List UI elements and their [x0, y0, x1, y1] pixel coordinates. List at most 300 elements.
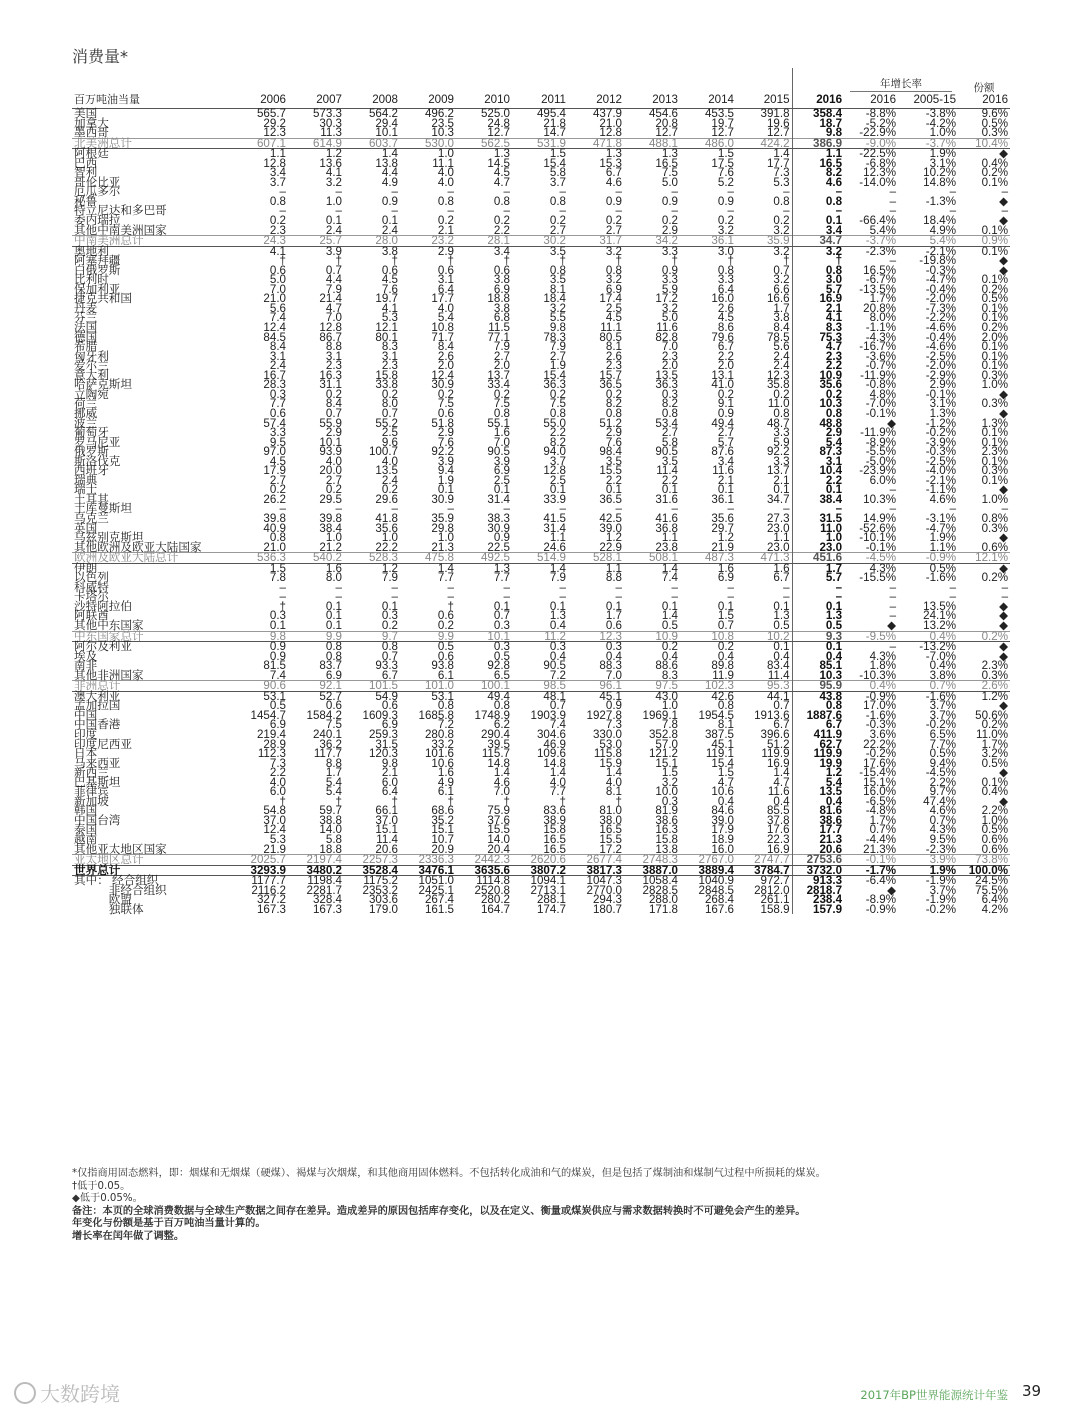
- value-cell: 0.1: [792, 216, 844, 226]
- value-cell: 6.1: [437, 668, 454, 682]
- row-label: 保加利亚: [74, 282, 121, 296]
- value-cell: 37.6: [487, 813, 510, 827]
- value-cell: 14.0: [487, 833, 510, 847]
- value-cell: 2747.7: [736, 855, 792, 866]
- value-cell: 28.1: [456, 236, 512, 247]
- value-cell: 90.6: [232, 681, 288, 692]
- value-cell: 1047.3: [586, 874, 622, 888]
- value-cell: 3.5: [661, 454, 678, 468]
- row-label: 美国: [74, 107, 98, 120]
- growth-2005-15-header: 2005-15: [898, 94, 958, 109]
- value-cell: 2.1: [717, 473, 734, 487]
- value-cell: 0.2: [605, 387, 622, 401]
- share-cell: 73.8%: [958, 855, 1010, 866]
- growth-cell: -1.2%: [925, 416, 957, 430]
- value-cell: 20.4: [487, 842, 510, 856]
- value-cell: 267.4: [424, 893, 454, 907]
- value-cell: 0.5: [437, 640, 454, 654]
- value-cell: 17.2: [599, 842, 622, 856]
- value-cell: 20.6: [375, 842, 398, 856]
- value-cell: –: [391, 185, 398, 199]
- value-cell: 8.8: [325, 756, 342, 770]
- value-cell: 22.5: [487, 540, 510, 554]
- value-cell: 4.9: [381, 175, 398, 189]
- value-cell: 3.1: [792, 457, 844, 467]
- value-cell: 161.5: [424, 902, 454, 916]
- value-cell: 0.7: [381, 649, 398, 663]
- growth-cell: -0.1%: [925, 387, 957, 401]
- share-cell: 0.3%: [981, 464, 1009, 478]
- value-cell: 3.8: [493, 273, 510, 287]
- value-cell: 3.1: [325, 349, 342, 363]
- value-cell: 109.6: [536, 747, 566, 761]
- value-cell: 29.2: [263, 116, 286, 130]
- share-cell: 0.6%: [981, 833, 1009, 847]
- value-cell: 18.9: [711, 833, 734, 847]
- value-cell: 21.9: [711, 540, 734, 554]
- value-cell: 8.4: [325, 397, 342, 411]
- value-cell: 41.5: [543, 511, 566, 525]
- value-cell: 1.3: [549, 609, 566, 623]
- share-cell: 1.0%: [981, 492, 1009, 506]
- share-cell: ◆: [999, 699, 1009, 713]
- value-cell: 453.5: [704, 107, 734, 120]
- value-cell: 0.1: [325, 599, 342, 613]
- value-cell: 0.4: [792, 652, 844, 662]
- value-cell: 2.3: [792, 352, 844, 362]
- value-cell: 24.3: [232, 236, 288, 247]
- growth-cell: 21.3%: [863, 842, 897, 856]
- value-cell: 2281.7: [306, 883, 342, 897]
- value-cell: 3889.4: [680, 865, 736, 876]
- value-cell: 352.8: [648, 728, 678, 741]
- table-row: [72, 573, 1010, 583]
- value-cell: 3.9: [493, 454, 510, 468]
- watermark-text: 大数跨境: [40, 1382, 120, 1406]
- value-cell: 0.8: [605, 406, 622, 420]
- growth-cell: -3.8%: [925, 107, 957, 120]
- value-cell: 17.9: [263, 464, 286, 478]
- value-cell: 0.1: [549, 599, 566, 613]
- share-cell: ◆: [999, 387, 1009, 401]
- share-cell: 1.2%: [981, 689, 1009, 703]
- value-cell: 12.3: [766, 368, 790, 382]
- growth-cell: -0.3%: [925, 263, 957, 277]
- value-cell: 4.5: [269, 454, 286, 468]
- value-cell: 0.6: [269, 263, 286, 277]
- value-cell: 21.3: [792, 835, 844, 845]
- consumption-table-container: [72, 68, 1010, 914]
- value-cell: 10.8: [431, 321, 454, 335]
- value-cell: –: [503, 185, 510, 199]
- value-cell: 5.3: [773, 175, 790, 189]
- growth-cell: 0.4%: [929, 659, 957, 673]
- value-cell: 3.9: [325, 244, 342, 258]
- value-cell: 0.1: [325, 618, 342, 632]
- growth-cell: -4.2%: [925, 116, 957, 130]
- growth-cell: –: [889, 194, 897, 208]
- value-cell: 7.4: [269, 668, 286, 682]
- value-cell: 5.9: [773, 435, 790, 449]
- value-cell: 1913.6: [754, 708, 790, 722]
- row-label: 韩国: [74, 804, 98, 818]
- value-cell: 2.1: [381, 766, 398, 780]
- value-cell: 0.7: [773, 699, 790, 713]
- value-cell: 3.5: [549, 273, 566, 287]
- value-cell: 2.7: [493, 349, 510, 363]
- growth-cell: 7.7%: [929, 737, 957, 751]
- value-cell: 33.9: [543, 492, 566, 506]
- value-cell: 0.5: [773, 618, 790, 632]
- growth-cell: -1.6%: [925, 689, 957, 703]
- value-cell: 2.3: [325, 359, 342, 373]
- growth-cell: -6.5%: [865, 794, 897, 808]
- table-row: [72, 476, 1010, 486]
- value-cell: 21.8: [543, 116, 566, 130]
- value-cell: 2.7: [269, 473, 286, 487]
- value-cell: 98.5: [512, 681, 568, 692]
- value-cell: 0.2: [437, 387, 454, 401]
- value-cell: 29.4: [375, 116, 398, 130]
- value-cell: 0.6: [381, 699, 398, 713]
- value-cell: 268.4: [704, 893, 734, 907]
- value-cell: 53.1: [431, 689, 454, 703]
- growth-cell: 5.4%: [869, 223, 897, 237]
- value-cell: 3.9: [437, 454, 454, 468]
- row-label: 以色列: [74, 571, 109, 585]
- value-cell: 2.1: [792, 304, 844, 314]
- value-cell: 9.3: [792, 631, 844, 642]
- growth-cell: 6.5%: [929, 728, 957, 741]
- value-cell: 23.0: [766, 540, 790, 554]
- value-cell: 3.1: [381, 349, 398, 363]
- value-cell: 4.0: [437, 166, 454, 180]
- value-cell: 10.4: [792, 466, 844, 476]
- growth-cell: -0.9%: [865, 902, 897, 916]
- value-cell: 35.9: [431, 511, 454, 525]
- value-cell: 12.4: [263, 823, 286, 837]
- share-cell: ◆: [999, 561, 1009, 575]
- value-cell: 0.1: [661, 599, 678, 613]
- row-label: 埃及: [74, 649, 98, 663]
- growth-cell: 0.7%: [898, 681, 958, 692]
- value-cell: 45.1: [599, 689, 622, 703]
- growth-cell: -4.8%: [865, 804, 897, 818]
- growth-cell: 0.5%: [929, 561, 957, 575]
- table-row: [72, 611, 1010, 621]
- share-cell: 0.3%: [981, 126, 1009, 140]
- row-label: 非经合组织: [74, 883, 167, 897]
- growth-cell: 3.1%: [929, 397, 957, 411]
- value-cell: 7.7: [269, 397, 286, 411]
- value-cell: 3.2: [661, 301, 678, 315]
- value-cell: 54.8: [263, 804, 286, 818]
- growth-cell: -9.5%: [844, 631, 898, 642]
- value-cell: 2.6: [437, 349, 454, 363]
- value-cell: 19.7: [711, 116, 734, 130]
- value-cell: 55.9: [319, 416, 342, 430]
- value-cell: 0.1: [605, 599, 622, 613]
- value-cell: 158.9: [760, 902, 790, 916]
- value-cell: 6.6: [773, 282, 790, 296]
- value-cell: 294.3: [592, 893, 622, 907]
- growth-2016-header: 2016: [844, 94, 898, 109]
- year-header-2007: 2007: [288, 94, 344, 109]
- growth-cell: 20.8%: [863, 301, 897, 315]
- value-cell: 972.7: [760, 874, 790, 888]
- value-cell: 8.1: [717, 718, 734, 732]
- value-cell: 7.6: [605, 435, 622, 449]
- value-cell: 2620.6: [512, 855, 568, 866]
- value-cell: 10.1: [375, 126, 398, 140]
- row-label: 其他中东国家: [74, 618, 144, 632]
- value-cell: 573.3: [312, 107, 342, 120]
- value-cell: 7.9: [381, 571, 398, 585]
- value-cell: †: [391, 794, 398, 808]
- growth-cell: -2.5%: [925, 454, 957, 468]
- value-cell: 53.0: [599, 737, 622, 751]
- value-cell: 5.7: [792, 573, 844, 583]
- growth-cell: -2.1%: [925, 244, 957, 258]
- value-cell: 1058.4: [642, 874, 678, 888]
- value-cell: 15.1: [655, 756, 678, 770]
- value-cell: 6.1: [437, 785, 454, 799]
- value-cell: 112.3: [257, 747, 286, 761]
- share-cell: 0.3%: [981, 397, 1009, 411]
- value-cell: 13.7: [487, 368, 510, 382]
- value-cell: 51.2: [599, 416, 622, 430]
- growth-cell: -8.8%: [865, 107, 897, 120]
- value-cell: 7.9: [549, 340, 566, 354]
- value-cell: 4.0: [437, 175, 454, 189]
- value-cell: 913.3: [792, 876, 844, 886]
- value-cell: 49.4: [487, 689, 510, 703]
- value-cell: 38.8: [319, 813, 342, 827]
- value-cell: 0.9: [381, 194, 398, 208]
- growth-cell: -1.9%: [925, 893, 957, 907]
- value-cell: 3.3: [661, 273, 678, 287]
- value-cell: 5.2: [717, 175, 734, 189]
- value-cell: 219.4: [256, 728, 286, 741]
- value-cell: 7.0: [605, 668, 622, 682]
- value-cell: 51.8: [431, 416, 454, 430]
- year-header-2008: 2008: [344, 94, 400, 109]
- growth-cell: -6.8%: [865, 156, 897, 170]
- value-cell: 2.9: [325, 426, 342, 440]
- value-cell: 1.6: [437, 766, 454, 780]
- value-cell: –: [503, 590, 510, 604]
- row-label: 中东国家总计: [72, 631, 232, 642]
- row-label: 中国香港: [74, 718, 121, 732]
- value-cell: 1887.6: [792, 711, 844, 721]
- value-cell: 11.0: [792, 524, 844, 534]
- share-cell: ◆: [999, 618, 1009, 632]
- row-label: 德国: [74, 330, 98, 344]
- value-cell: 33.8: [375, 378, 398, 392]
- value-cell: 396.6: [760, 728, 790, 741]
- value-cell: 93.9: [319, 445, 342, 459]
- value-cell: 167.3: [256, 902, 286, 916]
- value-cell: 2.5: [605, 301, 622, 315]
- value-cell: 0.8: [437, 194, 454, 208]
- share-cell: –: [1001, 502, 1009, 516]
- value-cell: 10.2: [736, 631, 792, 642]
- value-cell: 0.1: [437, 483, 454, 497]
- row-label: 瑞典: [74, 473, 98, 487]
- value-cell: 33.4: [487, 378, 510, 392]
- value-cell: 11.0: [767, 397, 790, 411]
- value-cell: 4.7: [773, 775, 790, 789]
- value-cell: 1114.8: [476, 874, 510, 888]
- growth-cell: -0.1%: [865, 540, 897, 554]
- share-cell: 75.5%: [975, 883, 1009, 897]
- row-label: 斯洛伐克: [74, 454, 121, 468]
- value-cell: 0.6: [325, 699, 342, 713]
- value-cell: 1.2: [717, 531, 734, 545]
- value-cell: 4.0: [549, 775, 566, 789]
- value-cell: 7.4: [549, 718, 566, 732]
- growth-cell: -2.0%: [925, 359, 957, 373]
- value-cell: 7.0: [661, 340, 678, 354]
- growth-cell: 9.5%: [929, 833, 957, 847]
- growth-cell: –: [889, 204, 897, 218]
- share-cell: 2.6%: [958, 681, 1010, 692]
- growth-cell: -1.6%: [925, 571, 957, 585]
- growth-cell: 14.8%: [923, 175, 957, 189]
- value-cell: 1.4: [381, 147, 398, 161]
- value-cell: 7.7: [493, 571, 510, 585]
- value-cell: 2.0: [437, 359, 454, 373]
- watermark-logo-icon: [14, 1382, 36, 1404]
- value-cell: 10.6: [431, 756, 454, 770]
- row-label: 新西兰: [74, 766, 109, 780]
- value-cell: 84.6: [711, 804, 734, 818]
- value-cell: –: [279, 204, 286, 218]
- value-cell: 11.2: [512, 631, 568, 642]
- value-cell: 7.0: [325, 311, 342, 325]
- value-cell: –: [671, 204, 678, 218]
- value-cell: 17.5: [711, 156, 734, 170]
- value-cell: 2.1: [773, 473, 790, 487]
- value-cell: 0.8: [661, 406, 678, 420]
- value-cell: 2.0: [717, 359, 734, 373]
- growth-cell: -1.3%: [925, 194, 957, 208]
- share-cell: 2.0%: [981, 330, 1009, 344]
- footnote-remark: 备注：本页的全球消费数据与全球生产数据之间存在差异。造成差异的原因包括库存变化，以及在定义、衡量或煤炭供应与需求数据转换时不可避免会产生的差异。: [72, 1205, 806, 1217]
- value-cell: 102.3: [680, 681, 736, 692]
- growth-cell: -4.0%: [925, 464, 957, 478]
- value-cell: 4.7: [717, 775, 734, 789]
- share-cell: 0.3%: [981, 668, 1009, 682]
- value-cell: 0.3: [605, 640, 622, 654]
- value-cell: 9.9: [288, 631, 344, 642]
- value-cell: 454.6: [648, 107, 678, 120]
- value-cell: 83.7: [319, 659, 342, 673]
- value-cell: 1.3: [493, 147, 510, 161]
- value-cell: 6.9: [381, 718, 398, 732]
- value-cell: 1927.8: [586, 708, 622, 722]
- value-cell: 8.3: [381, 340, 398, 354]
- growth-cell: 16.0%: [863, 785, 897, 799]
- value-cell: 31.5: [375, 737, 398, 751]
- value-cell: 0.8: [605, 263, 622, 277]
- value-cell: 30.9: [431, 492, 454, 506]
- value-cell: 9.8: [792, 128, 844, 138]
- value-cell: 39.0: [599, 521, 622, 535]
- value-cell: 2.9: [437, 426, 454, 440]
- value-cell: 0.8: [773, 194, 790, 208]
- growth-cell: -2.1%: [925, 473, 957, 487]
- value-cell: 6.4: [717, 282, 734, 296]
- value-cell: 1.1: [269, 147, 286, 161]
- growth-cell: 16.5%: [863, 263, 897, 277]
- value-cell: 0.4: [549, 649, 566, 663]
- value-cell: 10.9: [792, 371, 844, 381]
- value-cell: 7.0: [493, 435, 510, 449]
- value-cell: 2.7: [549, 349, 566, 363]
- value-cell: 101.5: [344, 681, 400, 692]
- share-cell: 0.1%: [981, 473, 1009, 487]
- value-cell: 179.0: [368, 902, 398, 916]
- value-cell: 95.9: [792, 681, 844, 692]
- value-cell: †: [447, 794, 454, 808]
- value-cell: 2677.4: [568, 855, 624, 866]
- value-cell: 8.1: [605, 340, 622, 354]
- value-cell: 2848.5: [698, 883, 734, 897]
- growth-cell: 1.7%: [869, 813, 897, 827]
- value-cell: 0.5: [792, 621, 844, 631]
- growth-cell: –: [889, 254, 897, 268]
- value-cell: 16.9: [766, 756, 790, 770]
- value-cell: –: [503, 580, 510, 594]
- growth-cell: -4.7%: [925, 521, 957, 535]
- value-cell: 2.3: [605, 359, 622, 373]
- value-cell: 0.1: [717, 483, 734, 497]
- value-cell: 1.4: [549, 561, 566, 575]
- row-label: 丹麦: [74, 301, 98, 315]
- value-cell: 98.4: [599, 445, 622, 459]
- row-label: 沙特阿拉伯: [74, 599, 132, 613]
- value-cell: 5.8: [549, 166, 566, 180]
- value-cell: –: [447, 590, 454, 604]
- value-cell: 15.1: [375, 823, 398, 837]
- value-cell: 0.2: [661, 214, 678, 228]
- value-cell: 0.2: [549, 214, 566, 228]
- value-cell: 1.0: [381, 531, 398, 545]
- value-cell: 80.5: [599, 330, 622, 344]
- value-cell: –: [783, 185, 790, 199]
- value-cell: 2257.3: [344, 855, 400, 866]
- value-cell: 9.8: [549, 321, 566, 335]
- value-cell: 17.9: [711, 823, 734, 837]
- value-cell: 19.9: [792, 759, 844, 769]
- value-cell: –: [391, 580, 398, 594]
- value-cell: 21.0: [599, 116, 622, 130]
- row-label: 马来西亚: [74, 756, 121, 770]
- value-cell: 31.7: [568, 236, 624, 247]
- growth-cell: -0.2%: [865, 747, 897, 761]
- footnote-diamond: ◆低于0.05%。: [72, 1193, 143, 1205]
- growth-cell: -22.9%: [859, 126, 897, 140]
- value-cell: 19.6: [766, 116, 790, 130]
- share-cell: 0.1%: [981, 244, 1009, 258]
- value-cell: 7.6: [381, 282, 398, 296]
- value-cell: 6.9: [325, 668, 342, 682]
- value-cell: 12.8: [599, 126, 622, 140]
- value-cell: 15.1: [431, 823, 454, 837]
- row-label: 澳大利亚: [74, 689, 121, 703]
- row-label: 泰国: [74, 823, 98, 837]
